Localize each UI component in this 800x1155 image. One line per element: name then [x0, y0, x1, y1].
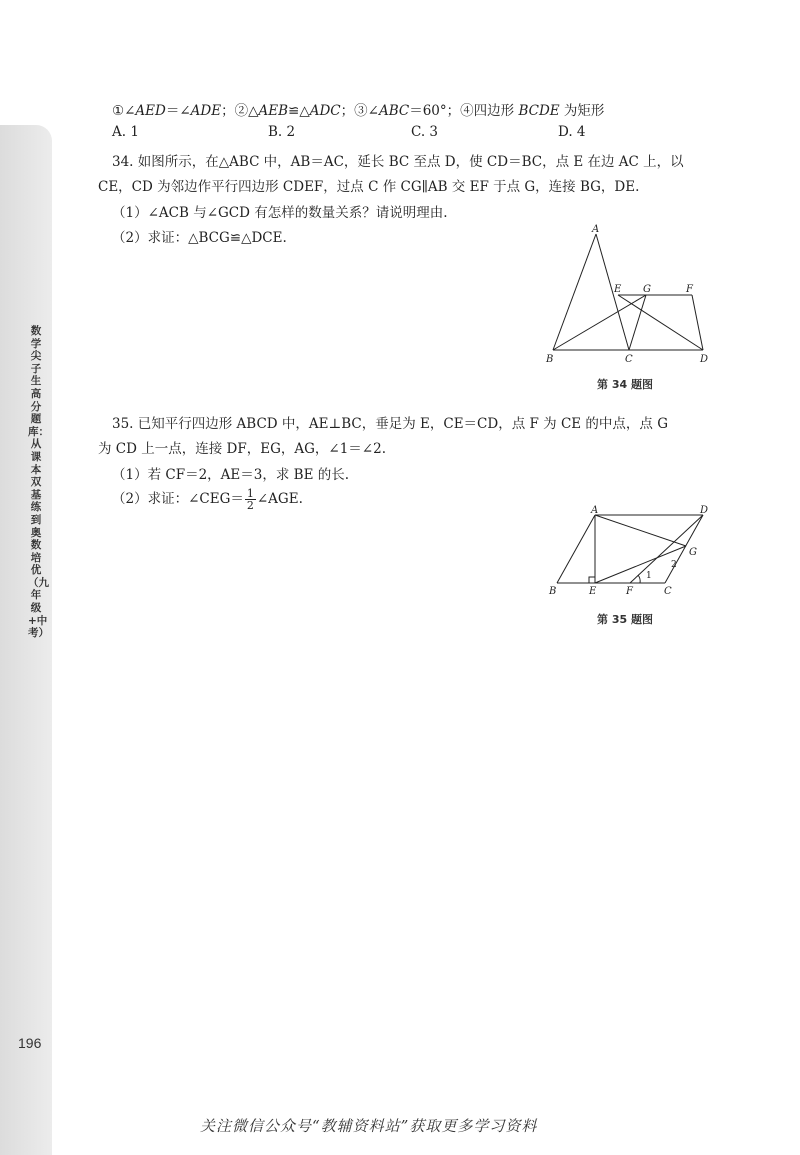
label-F: F — [626, 586, 633, 597]
label-D: D — [700, 354, 709, 365]
segment-AB — [553, 234, 596, 350]
option-b: B. 2 — [268, 124, 296, 140]
option-a: A. 1 — [112, 124, 139, 140]
label-C: C — [625, 354, 633, 365]
label-B: B — [546, 354, 554, 365]
segment-AB — [557, 515, 595, 583]
segment-FD — [692, 295, 703, 350]
label-G: G — [689, 547, 697, 558]
page-number: 196 — [18, 1035, 42, 1051]
label-D: D — [700, 505, 709, 516]
q35-caption: 第 35 题图 — [597, 613, 653, 626]
label-A: A — [592, 224, 600, 235]
label-F: F — [686, 284, 693, 295]
segment-AG — [595, 515, 686, 546]
q34-line1: 34. 如图所示，在△ABC 中，AB＝AC，延长 BC 至点 D，使 CD＝BC，点 E 在边 AC 上，以 — [112, 154, 684, 170]
label-B: B — [549, 586, 557, 597]
option-d: D. 4 — [558, 124, 586, 140]
label-E: E — [589, 586, 597, 597]
q33-options — [112, 124, 612, 142]
label-angle-2: 2 — [671, 560, 677, 570]
label-C: C — [664, 586, 672, 597]
q34-caption: 第 34 题图 — [597, 378, 653, 391]
q35-line1: 35. 已知平行四边形 ABCD 中，AE⊥BC，垂足为 E，CE＝CD，点 F 为 CE 的中点，点 G — [112, 416, 668, 432]
label-A: A — [591, 505, 599, 516]
angle-1-arc — [638, 575, 640, 583]
q33-statements: ①∠AED＝∠ADE；②△AEB≌△ADC；③∠ABC＝60°；④四边形 BCDE 为矩形 — [112, 103, 605, 119]
q34-line2: CE，CD 为邻边作平行四边形 CDEF，过点 C 作 CG∥AB 交 EF 于点 G，连接 BG，DE. — [98, 179, 640, 195]
q35-part1: （1）若 CF＝2，AE＝3，求 BE 的长. — [112, 467, 350, 483]
side-tab — [0, 125, 52, 1155]
option-c: C. 3 — [411, 124, 439, 140]
q35-figure — [540, 505, 720, 609]
q34-figure — [540, 222, 720, 371]
label-G: G — [643, 284, 651, 295]
fraction-one-half: $\frac{1}{2}$ — [246, 487, 254, 512]
q34-part2: （2）求证：△BCG≌△DCE. — [112, 230, 287, 246]
segment-DE — [618, 295, 703, 350]
q35-part2: （2）求证：∠CEG＝ $\frac{1}{2}$ ∠AGE. — [112, 487, 303, 512]
q34-part1: （1）∠ACB 与∠GCD 有怎样的数量关系？请说明理由. — [112, 205, 448, 221]
segment-CD — [665, 515, 703, 583]
footer-note: 关注微信公众号“教辅资料站”获取更多学习资料 — [200, 1117, 538, 1135]
book-title: 数学尖子生高分题库：从课本双基练到奥数培优（九年级+中考） — [28, 325, 49, 640]
label-angle-1: 1 — [646, 571, 652, 581]
segment-AC — [596, 234, 629, 350]
label-E: E — [614, 284, 622, 295]
right-angle-mark — [589, 577, 595, 583]
q35-line2: 为 CD 上一点，连接 DF，EG，AG，∠1＝∠2. — [98, 441, 386, 457]
